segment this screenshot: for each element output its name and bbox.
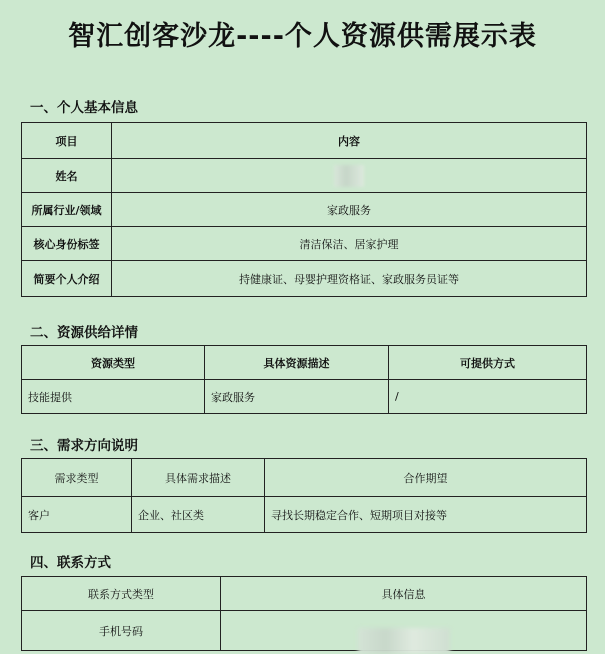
section-heading-basic-info: 一、个人基本信息 bbox=[30, 100, 138, 116]
header-cell: 具体资源描述 bbox=[205, 346, 389, 380]
redacted-name bbox=[334, 165, 364, 187]
table-row bbox=[22, 261, 587, 297]
row-label-name: 姓名 bbox=[22, 159, 112, 193]
header-cell: 联系方式类型 bbox=[22, 577, 221, 611]
row-label-intro: 简要个人介绍 bbox=[22, 261, 112, 297]
name-value bbox=[112, 159, 587, 193]
table-row bbox=[22, 227, 587, 261]
industry-value: 家政服务 bbox=[112, 193, 587, 227]
cooperation-value: 寻找长期稳定合作、短期项目对接等 bbox=[265, 497, 587, 533]
redacted-phone bbox=[358, 628, 450, 654]
table-row bbox=[22, 159, 587, 193]
section-heading-demand: 三、需求方向说明 bbox=[30, 438, 138, 454]
table-row bbox=[22, 497, 587, 533]
phone-value bbox=[221, 611, 587, 651]
resource-type-value: 技能提供 bbox=[22, 380, 205, 414]
resource-desc-value: 家政服务 bbox=[205, 380, 389, 414]
header-cell: 资源类型 bbox=[22, 346, 205, 380]
header-cell: 项目 bbox=[22, 123, 112, 159]
table-row bbox=[22, 611, 587, 651]
identity-tags-value: 清洁保洁、居家护理 bbox=[112, 227, 587, 261]
table-row bbox=[22, 193, 587, 227]
section-heading-contact: 四、联系方式 bbox=[30, 555, 111, 571]
header-cell: 内容 bbox=[112, 123, 587, 159]
demand-table bbox=[21, 458, 587, 533]
contact-type-value: 手机号码 bbox=[22, 611, 221, 651]
table-header-row bbox=[22, 123, 587, 159]
section-heading-resource-supply: 二、资源供给详情 bbox=[30, 325, 138, 341]
intro-value: 持健康证、母婴护理资格证、家政服务员证等 bbox=[112, 261, 587, 297]
row-label-identity-tags: 核心身份标签 bbox=[22, 227, 112, 261]
contact-table bbox=[21, 576, 587, 651]
header-cell: 具体需求描述 bbox=[132, 459, 265, 497]
row-label-industry: 所属行业/领域 bbox=[22, 193, 112, 227]
resource-supply-table bbox=[21, 345, 587, 414]
header-cell: 合作期望 bbox=[265, 459, 587, 497]
basic-info-table bbox=[21, 122, 587, 297]
demand-desc-value: 企业、社区类 bbox=[132, 497, 265, 533]
table-header-row bbox=[22, 459, 587, 497]
page-title: 智汇创客沙龙----个人资源供需展示表 bbox=[68, 21, 537, 52]
table-header-row bbox=[22, 577, 587, 611]
table-row bbox=[22, 380, 587, 414]
supply-method-value: / bbox=[389, 380, 587, 414]
header-cell: 具体信息 bbox=[221, 577, 587, 611]
header-cell: 可提供方式 bbox=[389, 346, 587, 380]
table-header-row bbox=[22, 346, 587, 380]
demand-type-value: 客户 bbox=[22, 497, 132, 533]
header-cell: 需求类型 bbox=[22, 459, 132, 497]
